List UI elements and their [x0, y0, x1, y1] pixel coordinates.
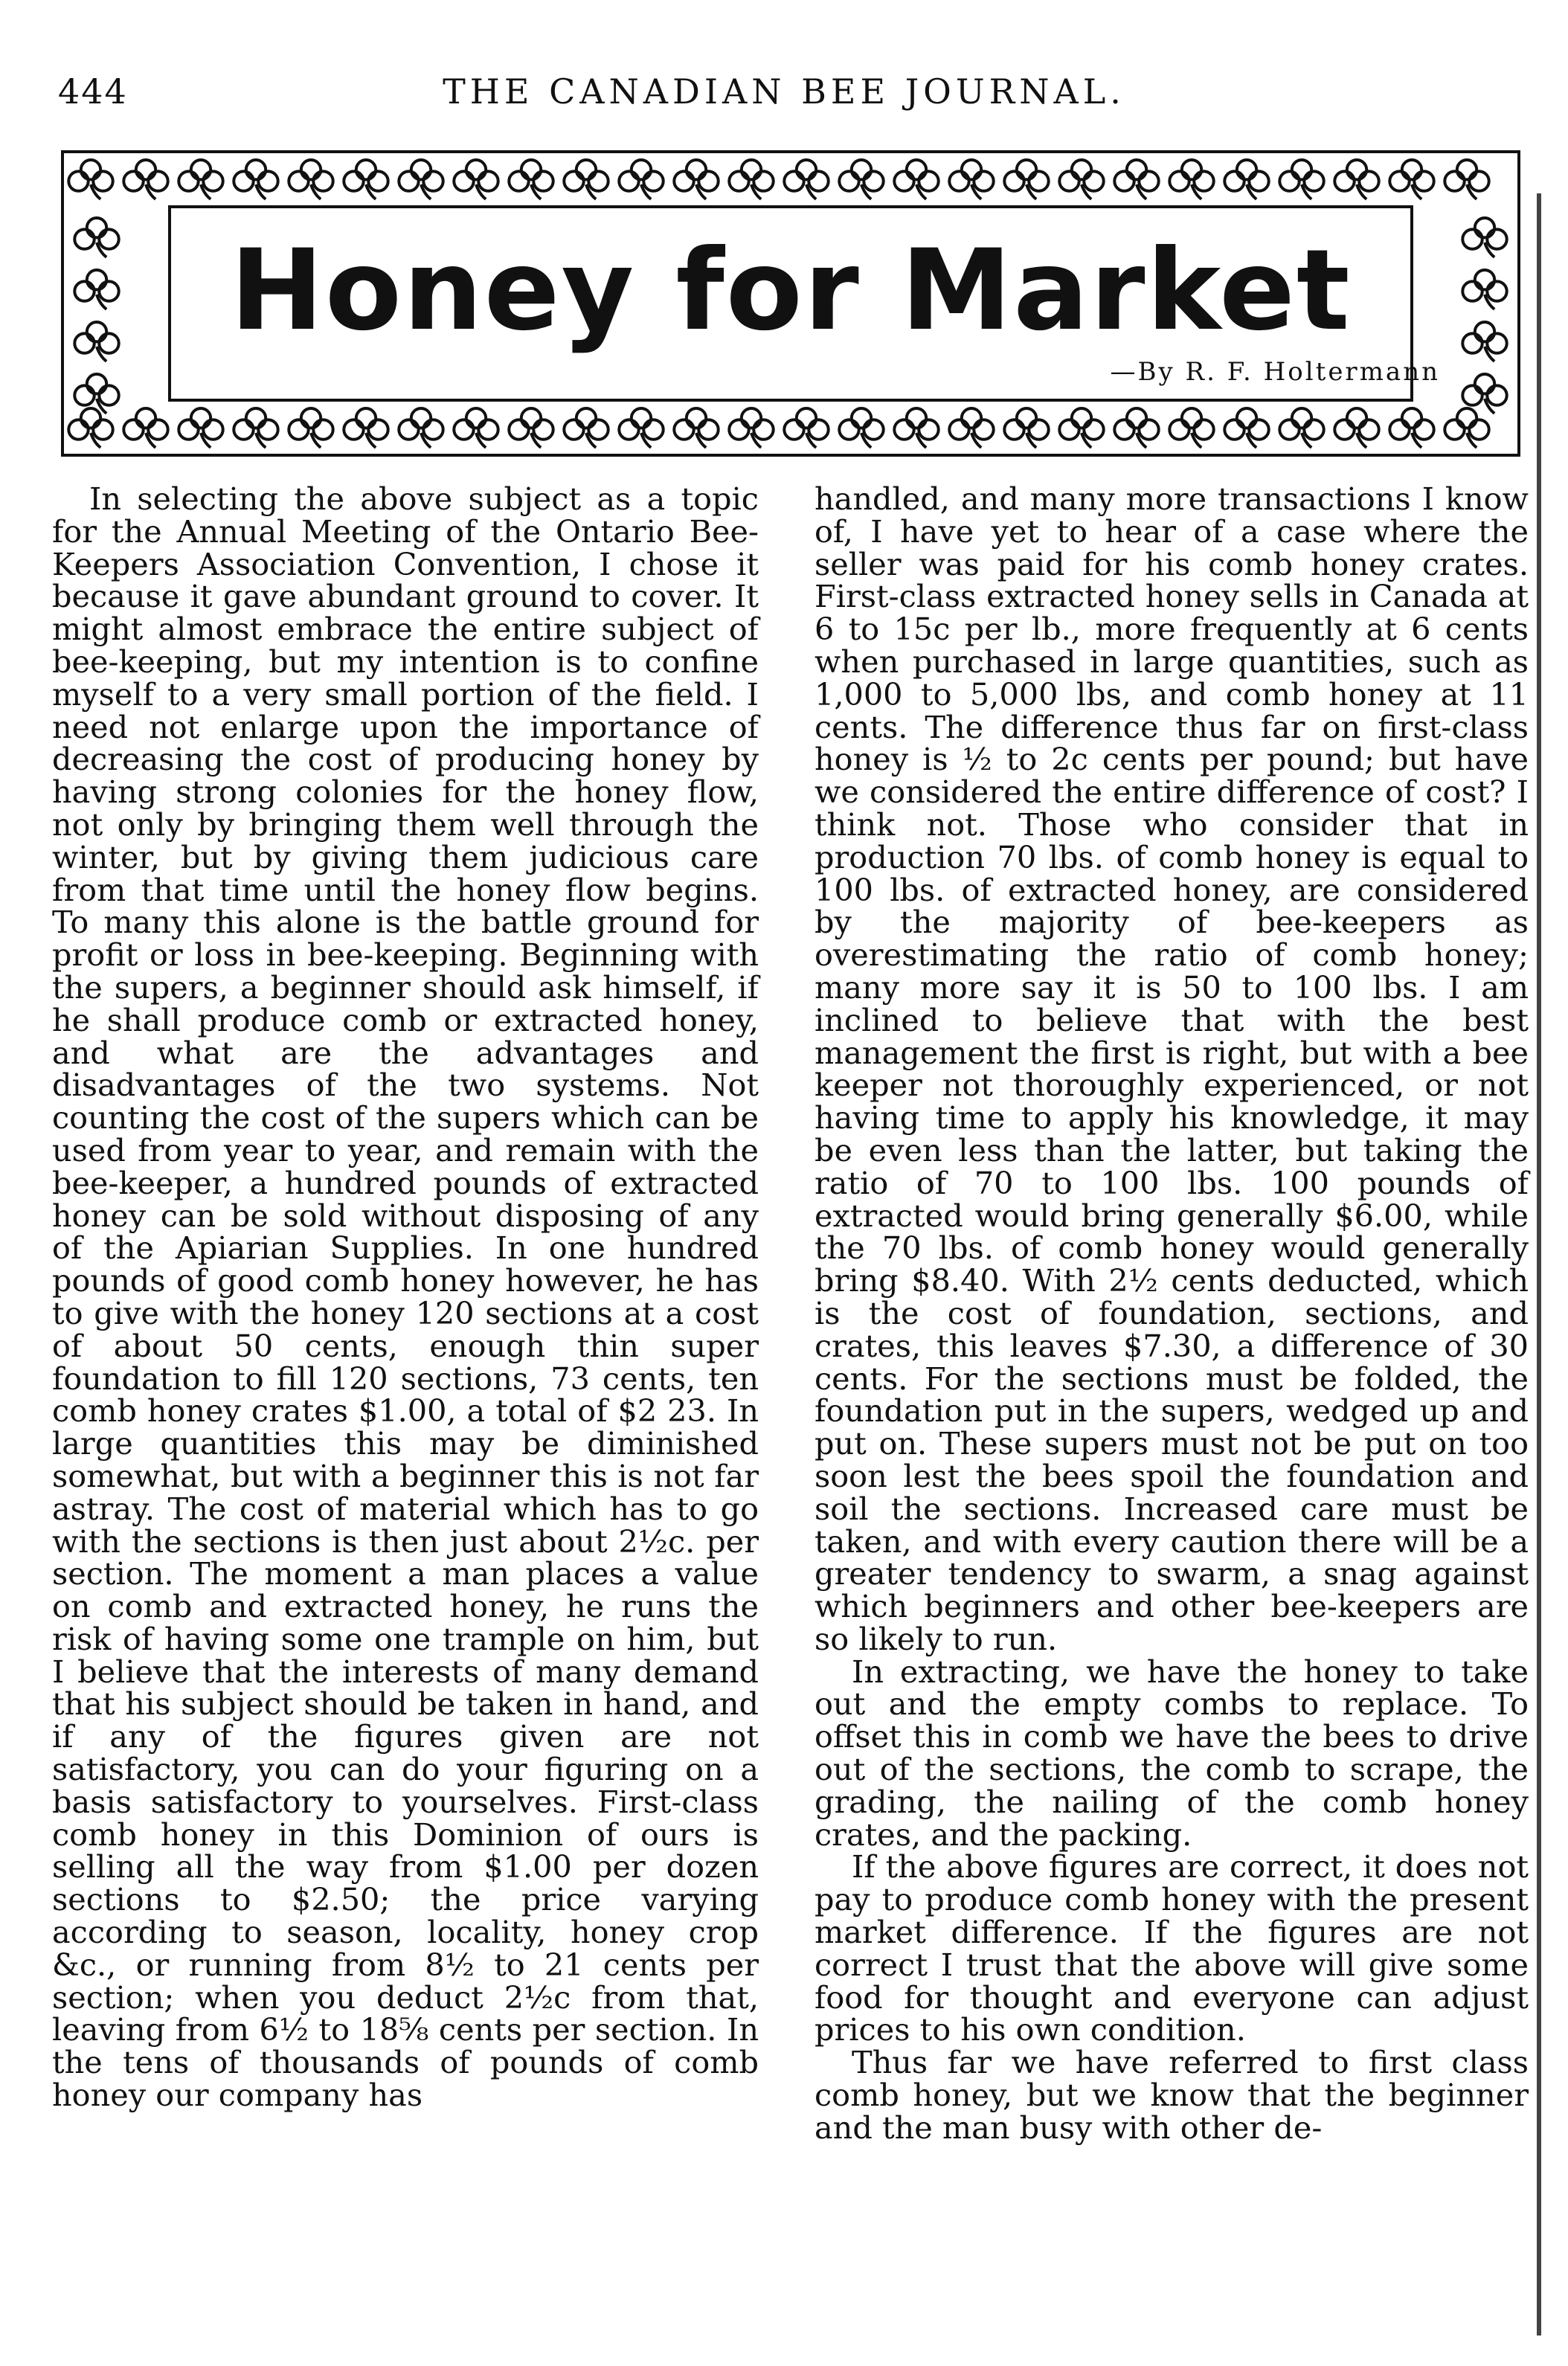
- clover-icon: [399, 160, 443, 199]
- clover-icon: [949, 408, 993, 448]
- clover-icon: [344, 160, 388, 199]
- article-byline: —By R. F. Holtermann: [1110, 357, 1440, 387]
- clover-icon: [1059, 160, 1103, 199]
- title-ornamental-frame: [58, 147, 1523, 460]
- clover-icon: [1389, 408, 1433, 448]
- clover-icon: [729, 160, 773, 199]
- left-column: [52, 483, 759, 2112]
- clover-icon: [509, 160, 553, 199]
- clover-icon: [1224, 160, 1268, 199]
- clover-icon: [619, 408, 663, 448]
- clover-icon: [123, 160, 167, 199]
- page-edge-rule: [1537, 193, 1541, 2336]
- clover-icon: [1114, 160, 1158, 199]
- clover-icon: [1279, 160, 1323, 199]
- clover-icon: [894, 408, 938, 448]
- article-title: Honey for Market: [230, 226, 1352, 356]
- clover-icon: [1445, 408, 1488, 448]
- clover-icon: [234, 160, 277, 199]
- running-header: [0, 0, 1568, 134]
- clover-icon: [784, 160, 828, 199]
- clover-icon: [344, 408, 388, 448]
- clover-icon: [674, 408, 718, 448]
- right-column-paragraph: handled, and many more transactions I know of, I have yet to hear of a case where the seller was paid for his comb honey crates. First-class extracted honey sells in Canada at 6 to 15c per lb., more frequently at 6 cents when purchased in large quantities, such as 1,000 to 5,000 lbs, and comb honey at 11 cents. The difference thus far on first-class honey is ½ to 2c cents per pound; but have we considered the entire difference of cost? I think not. Those who consider that in production 70 lbs. of comb honey is equal to 100 lbs. of extracted honey, are considered by the majority of bee-keepers as overestimating the ratio of comb honey; many more say it is 50 to 100 lbs. I am inclined to believe that with the best management the first is right, but with a bee keeper not thoroughly experienced, or not having time to apply his knowledge, it may be even less than the latter, but taking the ratio of 70 to 100 lbs. 100 pounds of extracted would bring generally $6.00, while the 70 lbs. of comb honey would generally bring $8.40. With 2½ cents deducted, which is the cost of foundation, sections, and crates, this leaves $7.30, a difference of 30 cents. For the sections must be folded, the foundation put in the supers, wedged up and put on. These supers must not be put on too soon lest the bees spoil the foundation and soil the sections. Increased care must be taken, and with every caution there will be a greater tendency to swarm, a snag against which beginners and other bee-keepers are so likely to run.: [814, 481, 1529, 1657]
- clover-icon: [179, 160, 222, 199]
- clover-icon: [1279, 408, 1323, 448]
- clover-icon: [289, 408, 332, 448]
- clover-icon: [68, 160, 112, 199]
- clover-icon: [123, 408, 167, 448]
- right-column-paragraph: In extracting, we have the honey to take out and the empty combs to replace. To offset this in comb we have the bees to drive out of the sections, the comb to scrape, the grading, the nailing of the comb honey crates, and the packing.: [814, 1653, 1529, 1853]
- page-number: 444: [58, 71, 128, 112]
- clover-icon: [1169, 408, 1213, 448]
- clover-icon: [1224, 408, 1268, 448]
- clover-icon: [894, 160, 938, 199]
- clover-icon: [74, 374, 118, 414]
- right-column: [814, 483, 1529, 2145]
- clover-icon: [454, 408, 498, 448]
- clover-icon: [564, 408, 608, 448]
- clover-icon: [839, 160, 883, 199]
- right-column-paragraph: Thus far we have referred to first class comb honey, but we know that the beginner and the man busy with other de-: [814, 2045, 1529, 2146]
- clover-icon: [1004, 408, 1048, 448]
- left-column-paragraph: In selecting the above subject as a topic for the Annual Meeting of the Ontario Bee-Keepers Association Convention, I chose it because it gave abundant ground to cover. It might almost embrace the entire subject of bee-keeping, but my intention is to confine myself to a very small portion of the field. I need not enlarge upon the importance of decreasing the cost of producing honey by having strong colonies for the honey flow, not only by bringing them well through the winter, but by giving them judicious care from that time until the honey flow begins. To many this alone is the battle ground for profit or loss in bee-keeping. Beginning with the supers, a beginner should ask himself, if he shall produce comb or extracted honey, and what are the advantages and disadvantages of the two systems. Not counting the cost of the supers which can be used from year to year, and remain with the bee-keeper, a hundred pounds of extracted honey can be sold without disposing of any of the Apiarian Supplies. In one hundred pounds of good comb honey however, he has to give with the honey 120 sections at a cost of about 50 cents, enough thin super foundation to fill 120 sections, 73 cents, ten comb honey crates $1.00, a total of $2 23. In large quantities this may be diminished somewhat, but with a beginner this is not far astray. The cost of material which has to go with the sections is then just about 2½c. per section. The moment a man places a value on comb and extracted honey, he runs the risk of having some one trample on him, but I believe that the interests of many demand that his subject should be taken in hand, and if any of the figures given are not satisfactory, you can do your figuring on a basis satisfactory to yourselves. First-class comb honey in this Dominion of ours is selling all the way from $1.00 per dozen sections to $2.50; the price varying according to season, locality, honey crop &c., or running from 8½ to 21 cents per section; when you deduct 2½c from that, leaving from 6½ to 18⅝ cents per section. In the tens of thousands of pounds of comb honey our company has: [52, 481, 759, 2114]
- clover-icon: [399, 408, 443, 448]
- clover-icon: [68, 408, 112, 448]
- clover-icon: [1389, 160, 1433, 199]
- clover-icon: [619, 160, 663, 199]
- clover-icon: [1059, 408, 1103, 448]
- right-column-paragraph: If the above figures are correct, it does not pay to produce comb honey with the present market difference. If the figures are not correct I trust that the above will give some food for thought and everyone can adjust prices to his own condition.: [814, 1849, 1529, 2048]
- clover-icon: [1334, 160, 1378, 199]
- clover-icon: [1334, 408, 1378, 448]
- clover-icon: [509, 408, 553, 448]
- clover-icon: [1169, 160, 1213, 199]
- clover-icon: [674, 160, 718, 199]
- clover-icon: [729, 408, 773, 448]
- clover-icon: [289, 160, 332, 199]
- clover-icon: [234, 408, 277, 448]
- clover-icon: [179, 408, 222, 448]
- clover-icon: [1445, 160, 1488, 199]
- clover-icon: [454, 160, 498, 199]
- clover-icon: [564, 160, 608, 199]
- clover-icon: [1004, 160, 1048, 199]
- clover-icon: [949, 160, 993, 199]
- journal-title: THE CANADIAN BEE JOURNAL.: [443, 71, 1125, 112]
- clover-icon: [784, 408, 828, 448]
- clover-icon: [1114, 408, 1158, 448]
- clover-icon: [839, 408, 883, 448]
